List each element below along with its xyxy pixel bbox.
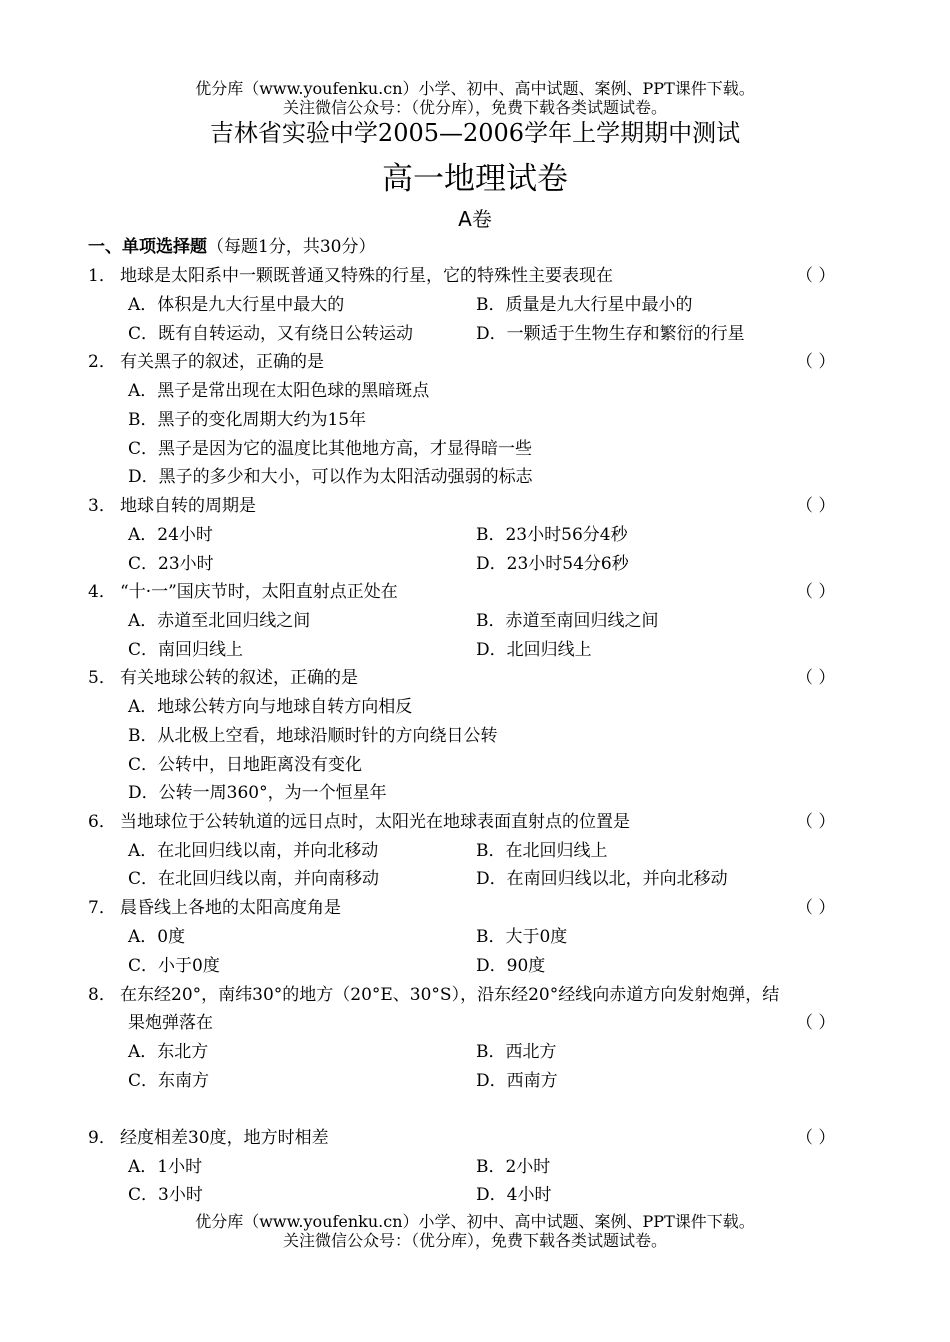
answer-bracket: （ ） [796,582,836,602]
question-text: 晨昏线上各地的太阳高度角是 [120,898,341,918]
option-a: A．在北回归线以南，并向北移动 [128,841,379,861]
option-b: B．2小时 [476,1157,551,1177]
answer-bracket: （ ） [796,1013,836,1033]
option-c: C．既有自转运动，又有绕日公转运动 [128,324,414,344]
option-c: C．东南方 [128,1071,210,1091]
exam-title: 高一地理试卷 [382,161,568,197]
option-a: A．地球公转方向与地球自转方向相反 [128,697,413,717]
option-b: B．从北极上空看，地球沿顺时针的方向绕日公转 [128,726,498,746]
question-text: 地球是太阳系中一颗既普通又特殊的行星，它的特殊性主要表现在 [120,266,613,286]
option-a: A．体积是九大行星中最大的 [128,295,345,315]
option-d: D．90度 [476,956,546,976]
question-text: 经度相差30度，地方时相差 [120,1128,329,1148]
question-number: 1． [88,266,116,286]
answer-bracket: （ ） [796,898,836,918]
option-a: A．0度 [128,927,186,947]
header-promo-line-2: 关注微信公众号：（优分库），免费下载各类试题试卷。 [282,98,667,117]
answer-bracket: （ ） [796,1128,836,1148]
option-c: C．小于0度 [128,956,220,976]
option-a: A．1小时 [128,1157,203,1177]
section-label: 一、单项选择题 [88,237,207,257]
answer-bracket: （ ） [796,668,836,688]
question-text: 地球自转的周期是 [120,496,256,516]
question-text: 有关黑子的叙述，正确的是 [120,352,324,372]
answer-bracket: （ ） [796,496,836,516]
answer-bracket: （ ） [796,266,836,286]
question-number: 8． [88,985,116,1005]
option-c: C．在北回归线以南，并向南移动 [128,869,380,889]
question-number: 2． [88,352,116,372]
question-text-continued: 果炮弹落在 [128,1013,213,1033]
option-a: A．赤道至北回归线之间 [128,611,311,631]
section-heading [88,236,375,258]
option-b: B．在北回归线上 [476,841,608,861]
option-c: C．23小时 [128,554,214,574]
option-b: B．大于0度 [476,927,568,947]
option-a: A．黑子是常出现在太阳色球的黑暗斑点 [128,381,430,401]
question-text: 在东经20°，南纬30°的地方（20°E、30°S），沿东经20°经线向赤道方向发射炮弹，结 [120,985,780,1005]
question-text: “十·一”国庆节时，太阳直射点正处在 [120,582,398,602]
school-title: 吉林省实验中学2005—2006学年上学期期中测试 [209,119,741,147]
option-c: C．3小时 [128,1185,203,1205]
question-number: 5． [88,668,116,688]
answer-bracket: （ ） [796,812,836,832]
question-number: 3． [88,496,116,516]
option-d: D．在南回归线以北，并向北移动 [476,869,728,889]
option-b: B．质量是九大行星中最小的 [476,295,693,315]
option-a: A．24小时 [128,525,213,545]
option-c: C．南回归线上 [128,640,244,660]
option-d: D．23小时54分6秒 [476,554,629,574]
option-b: B．西北方 [476,1042,557,1062]
question-number: 9． [88,1128,116,1148]
option-d: D．公转一周360°，为一个恒星年 [128,783,387,803]
option-b: B．黑子的变化周期大约为15年 [128,410,367,430]
option-d: D．4小时 [476,1185,552,1205]
question-number: 4． [88,582,116,602]
option-c: C．黑子是因为它的温度比其他地方高，才显得暗一些 [128,439,533,459]
question-text: 当地球位于公转轨道的远日点时，太阳光在地球表面直射点的位置是 [120,812,630,832]
footer-promo-line-2: 关注微信公众号：（优分库），免费下载各类试题试卷。 [282,1231,667,1250]
volume-label: A卷 [458,207,492,231]
header-promo-line-1: 优分库（www.youfenku.cn）小学、初中、高中试题、案例、PPT课件下载。 [195,79,755,98]
option-d: D．黑子的多少和大小，可以作为太阳活动强弱的标志 [128,467,533,487]
question-number: 7． [88,898,116,918]
option-c: C．公转中，日地距离没有变化 [128,755,363,775]
option-a: A．东北方 [128,1042,209,1062]
option-b: B．赤道至南回归线之间 [476,611,659,631]
section-note: （每题1分，共30分） [207,237,376,257]
question-number: 6． [88,812,116,832]
option-d: D．北回归线上 [476,640,592,660]
option-b: B．23小时56分4秒 [476,525,628,545]
option-d: D．一颗适于生物生存和繁衍的行星 [476,324,745,344]
footer-promo-line-1: 优分库（www.youfenku.cn）小学、初中、高中试题、案例、PPT课件下载。 [195,1212,755,1231]
option-d: D．西南方 [476,1071,558,1091]
question-text: 有关地球公转的叙述，正确的是 [120,668,358,688]
answer-bracket: （ ） [796,352,836,372]
